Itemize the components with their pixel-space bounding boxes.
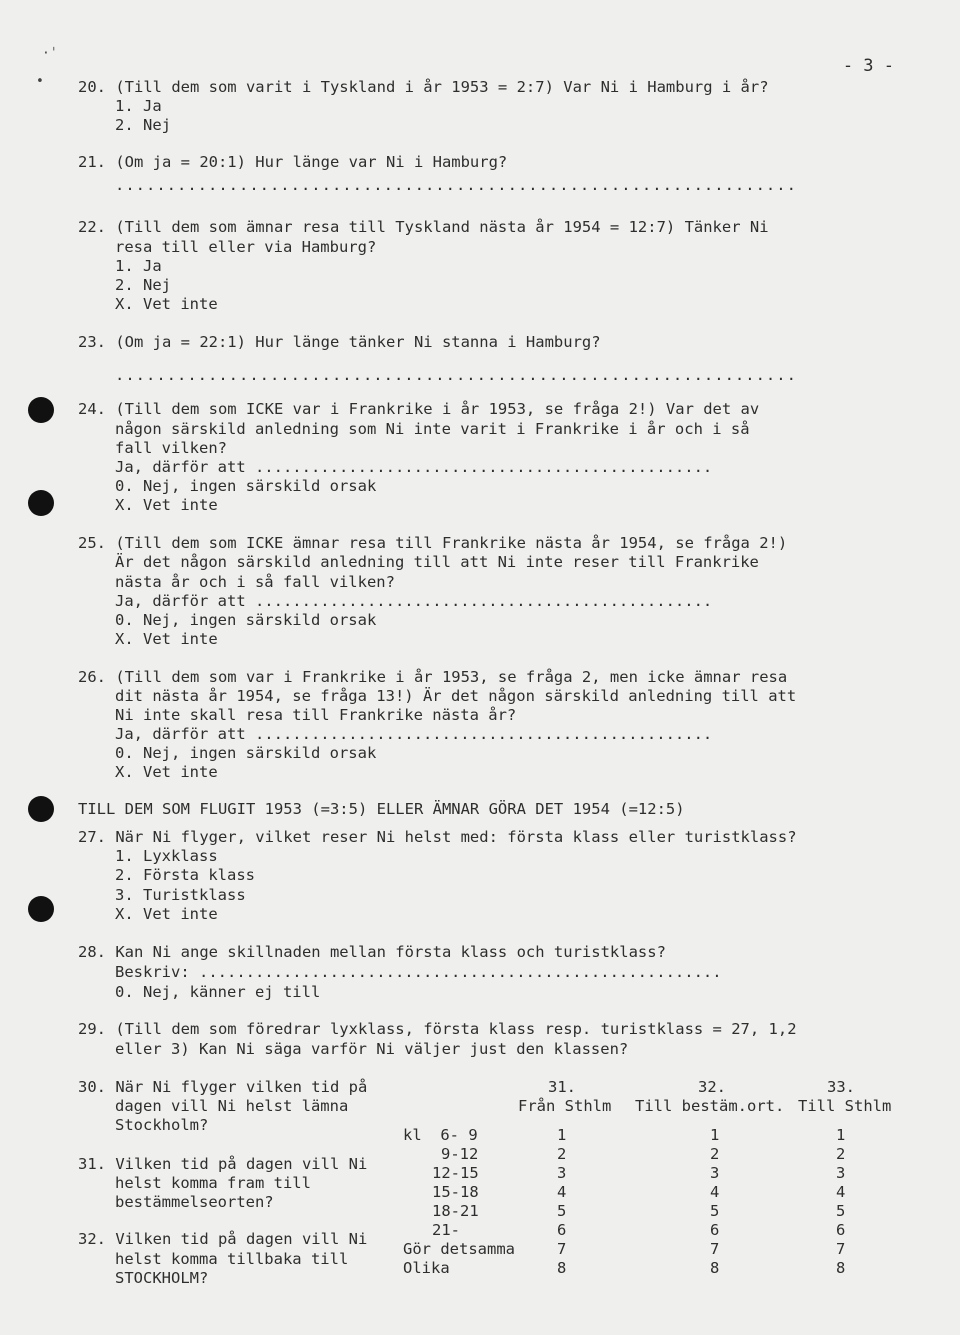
question-text-line: dagen vill Ni helst lämna bbox=[115, 1097, 349, 1115]
pen-mark: • bbox=[36, 74, 44, 89]
option-line: X. Vet inte bbox=[115, 763, 218, 781]
code-cell: 4 bbox=[710, 1183, 720, 1201]
question-20: 20. (Till dem som varit i Tyskland i år 1953 = 2:7) Var Ni i Hamburg i år? bbox=[78, 78, 769, 96]
option-line: 3. Turistklass bbox=[115, 886, 246, 904]
question-text-line: bestämmelseorten? bbox=[115, 1193, 274, 1211]
code-cell: 3 bbox=[710, 1164, 720, 1182]
code-cell: 8 bbox=[836, 1259, 846, 1277]
code-cell: 2 bbox=[836, 1145, 846, 1163]
code-cell: 1 bbox=[710, 1126, 720, 1144]
binder-hole bbox=[28, 896, 54, 922]
option-line: X. Vet inte bbox=[115, 905, 218, 923]
code-cell: 4 bbox=[836, 1183, 846, 1201]
code-cell: 2 bbox=[557, 1145, 567, 1163]
answer-line: Ja, därför att ................................................. bbox=[115, 592, 713, 610]
option-line: 0. Nej, ingen särskild orsak bbox=[115, 611, 377, 629]
time-row-label: Olika bbox=[403, 1259, 450, 1277]
question-32: 32. Vilken tid på dagen vill Ni bbox=[78, 1230, 368, 1248]
question-text-line: helst komma fram till bbox=[115, 1174, 311, 1192]
answer-line: Ja, därför att ................................................. bbox=[115, 725, 713, 743]
option-line: 1. Lyxklass bbox=[115, 847, 218, 865]
code-cell: 8 bbox=[710, 1259, 720, 1277]
question-22: 22. (Till dem som ämnar resa till Tyskland nästa år 1954 = 12:7) Tänker Ni bbox=[78, 218, 769, 236]
code-cell: 5 bbox=[836, 1202, 846, 1220]
code-cell: 3 bbox=[836, 1164, 846, 1182]
column-header: Från Sthlm bbox=[518, 1097, 612, 1115]
code-cell: 6 bbox=[710, 1221, 720, 1239]
option-line: 1. Ja bbox=[115, 97, 162, 115]
question-text-line: dit nästa år 1954, se fråga 13!) Är det någon särskild anledning till att bbox=[115, 687, 797, 705]
question-30: 30. När Ni flyger vilken tid på bbox=[78, 1078, 368, 1096]
code-cell: 6 bbox=[557, 1221, 567, 1239]
column-number: 32. bbox=[698, 1078, 726, 1096]
option-line: X. Vet inte bbox=[115, 496, 218, 514]
question-28: 28. Kan Ni ange skillnaden mellan första klass och turistklass? bbox=[78, 943, 666, 961]
time-row-label: 9-12 bbox=[441, 1145, 479, 1163]
option-line: 2. Första klass bbox=[115, 866, 255, 884]
time-row-label: kl 6- 9 bbox=[403, 1126, 478, 1144]
option-line: 0. Nej, ingen särskild orsak bbox=[115, 477, 377, 495]
question-25: 25. (Till dem som ICKE ämnar resa till Frankrike nästa år 1954, se fråga 2!) bbox=[78, 534, 788, 552]
question-text-line: någon särskild anledning som Ni inte varit i Frankrike i år och i så bbox=[115, 420, 750, 438]
time-row-label: 21- bbox=[432, 1221, 460, 1239]
question-24: 24. (Till dem som ICKE var i Frankrike i år 1953, se fråga 2!) Var det av bbox=[78, 400, 760, 418]
code-cell: 7 bbox=[710, 1240, 720, 1258]
answer-dotted-line: .................................................................. bbox=[115, 176, 797, 194]
question-26: 26. (Till dem som var i Frankrike i år 1953, se fråga 2, men icke ämnar resa bbox=[78, 668, 788, 686]
code-cell: 2 bbox=[710, 1145, 720, 1163]
code-cell: 5 bbox=[710, 1202, 720, 1220]
option-line: 2. Nej bbox=[115, 276, 171, 294]
answer-line: Beskriv: ........................................................ bbox=[115, 963, 722, 981]
column-number: 31. bbox=[548, 1078, 576, 1096]
code-cell: 7 bbox=[557, 1240, 567, 1258]
option-line: 0. Nej, ingen särskild orsak bbox=[115, 744, 377, 762]
section-heading: TILL DEM SOM FLUGIT 1953 (=3:5) ELLER ÄMNAR GÖRA DET 1954 (=12:5) bbox=[78, 800, 685, 818]
code-cell: 1 bbox=[557, 1126, 567, 1144]
question-text-line: eller 3) Kan Ni säga varför Ni väljer just den klassen? bbox=[115, 1040, 629, 1058]
column-header: Till bestäm.ort. bbox=[635, 1097, 785, 1115]
question-text-line: Är det någon särskild anledning till att Ni inte reser till Frankrike bbox=[115, 553, 759, 571]
option-line: 2. Nej bbox=[115, 116, 171, 134]
time-row-label: 12-15 bbox=[432, 1164, 479, 1182]
question-text-line: resa till eller via Hamburg? bbox=[115, 238, 377, 256]
question-23: 23. (Om ja = 22:1) Hur länge tänker Ni stanna i Hamburg? bbox=[78, 333, 601, 351]
time-row-label: Gör detsamma bbox=[403, 1240, 515, 1258]
answer-dotted-line: .................................................................. bbox=[115, 366, 797, 384]
code-cell: 5 bbox=[557, 1202, 567, 1220]
option-line: 0. Nej, känner ej till bbox=[115, 983, 321, 1001]
time-row-label: 18-21 bbox=[432, 1202, 479, 1220]
question-text-line: Ni inte skall resa till Frankrike nästa år? bbox=[115, 706, 517, 724]
question-text-line: nästa år och i så fall vilken? bbox=[115, 573, 395, 591]
question-text-line: fall vilken? bbox=[115, 439, 227, 457]
binder-hole bbox=[28, 490, 54, 516]
question-27: 27. När Ni flyger, vilket reser Ni helst med: första klass eller turistklass? bbox=[78, 828, 797, 846]
time-row-label: 15-18 bbox=[432, 1183, 479, 1201]
question-31: 31. Vilken tid på dagen vill Ni bbox=[78, 1155, 368, 1173]
code-cell: 6 bbox=[836, 1221, 846, 1239]
pen-mark: ·ˈ bbox=[42, 46, 58, 61]
code-cell: 4 bbox=[557, 1183, 567, 1201]
code-cell: 8 bbox=[557, 1259, 567, 1277]
question-text-line: Stockholm? bbox=[115, 1116, 209, 1134]
question-text-line: STOCKHOLM? bbox=[115, 1269, 209, 1287]
column-header: Till Sthlm bbox=[798, 1097, 892, 1115]
code-cell: 7 bbox=[836, 1240, 846, 1258]
binder-hole bbox=[28, 397, 54, 423]
option-line: X. Vet inte bbox=[115, 630, 218, 648]
binder-hole bbox=[28, 796, 54, 822]
option-line: 1. Ja bbox=[115, 257, 162, 275]
answer-line: Ja, därför att ................................................. bbox=[115, 458, 713, 476]
question-29: 29. (Till dem som föredrar lyxklass, första klass resp. turistklass = 27, 1,2 bbox=[78, 1020, 797, 1038]
page-number: - 3 - bbox=[842, 56, 894, 76]
option-line: X. Vet inte bbox=[115, 295, 218, 313]
column-number: 33. bbox=[827, 1078, 855, 1096]
question-21: 21. (Om ja = 20:1) Hur länge var Ni i Hamburg? bbox=[78, 153, 508, 171]
code-cell: 3 bbox=[557, 1164, 567, 1182]
question-text-line: helst komma tillbaka till bbox=[115, 1250, 349, 1268]
code-cell: 1 bbox=[836, 1126, 846, 1144]
